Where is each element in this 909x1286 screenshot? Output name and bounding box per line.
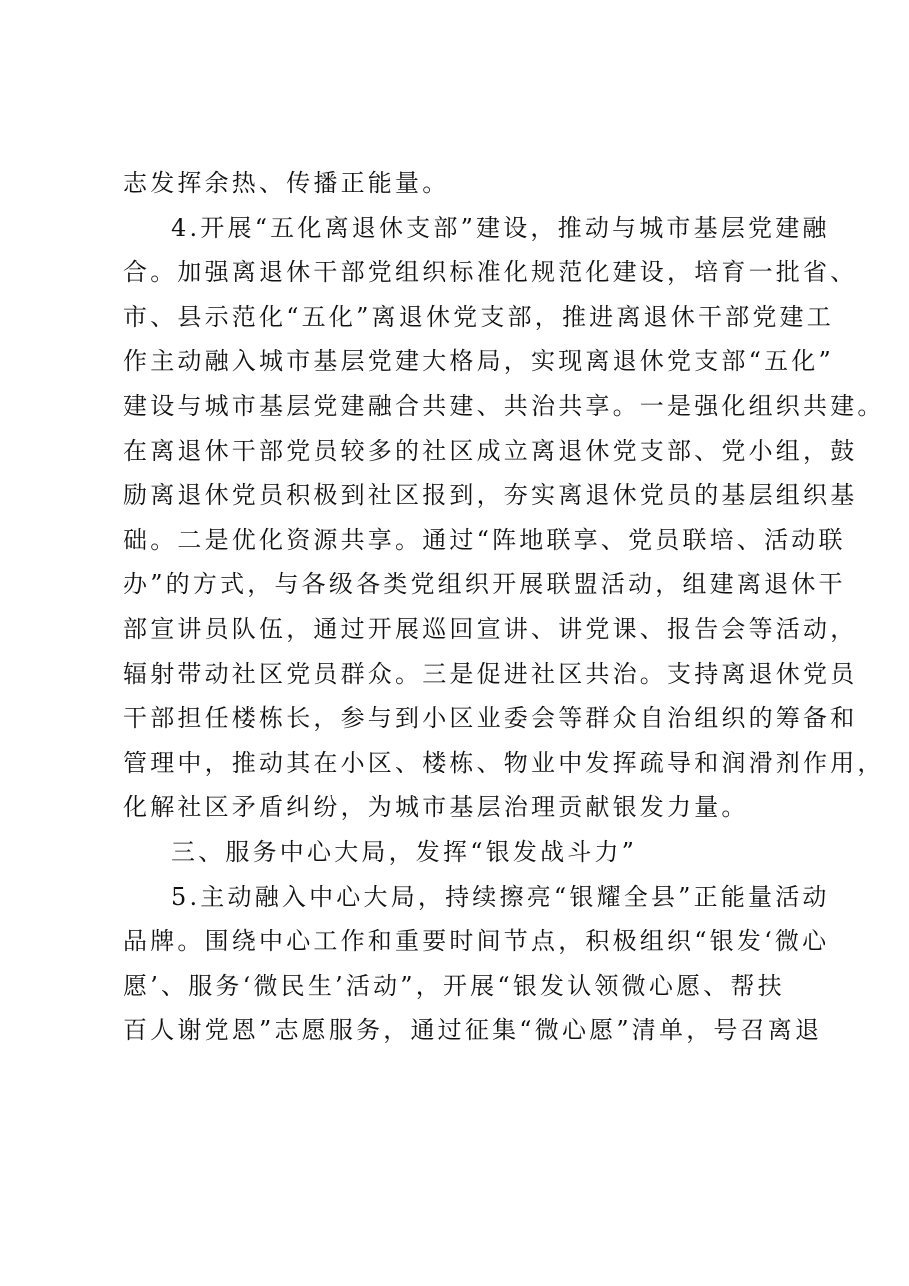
text-line: 干部担任楼栋长，参与到小区业委会等群众自治组织的筹备和 (123, 704, 858, 733)
document-body (123, 161, 885, 1053)
text-line: 励离退休党员积极到社区报到，夯实离退休党员的基层组织基 (123, 481, 858, 510)
text-line: 品牌。围绕中心工作和重要时间节点，积极组织“银发‘微心 (123, 927, 830, 956)
text-line: 部宣讲员队伍，通过开展巡回宣讲、讲党课、报告会等活动， (123, 614, 858, 643)
text-line: 愿’、服务‘微民生’活动”，开展“银发认领微心愿、帮扶 (123, 971, 785, 1000)
text-line: 化解社区矛盾纠纷，为城市基层治理贡献银发力量。 (123, 793, 749, 822)
section-heading: 三、服务中心大局，发挥“银发战斗力” (171, 837, 638, 866)
text-line: 作主动融入城市基层党建大格局，实现离退休党支部“五化” (123, 347, 834, 376)
paragraph-4-first-line: 4.开展“五化离退休支部”建设，推动与城市基层党建融 (171, 213, 830, 242)
text-line: 管理中，推动其在小区、楼栋、物业中发挥疏导和润滑剂作用， (123, 748, 885, 777)
text-line: 础。二是优化资源共享。通过“阵地联享、党员联培、活动联 (123, 525, 846, 554)
text-line: 市、县示范化“五化”离退休党支部，推进离退休干部党建工 (123, 302, 834, 331)
text-line: 辐射带动社区党员群众。三是促进社区共治。支持离退休党员 (123, 659, 858, 688)
text-line: 办”的方式，与各级各类党组织开展联盟活动，组建离退休干 (123, 570, 846, 599)
text-line: 志发挥余热、传播正能量。 (123, 169, 450, 197)
paragraph-5-first-line: 5.主动融入中心大局，持续擦亮“银耀全县”正能量活动 (171, 882, 830, 911)
text-line: 在离退休干部党员较多的社区成立离退休党支部、党小组，鼓 (123, 436, 858, 465)
text-line: 合。加强离退休干部党组织标准化规范化建设，培育一批省、 (123, 258, 858, 287)
text-line: 建设与城市基层党建融合共建、共治共享。一是强化组织共建。 (123, 391, 885, 420)
text-line: 百人谢党恩”志愿服务，通过征集“微心愿”清单，号召离退 (123, 1016, 823, 1045)
